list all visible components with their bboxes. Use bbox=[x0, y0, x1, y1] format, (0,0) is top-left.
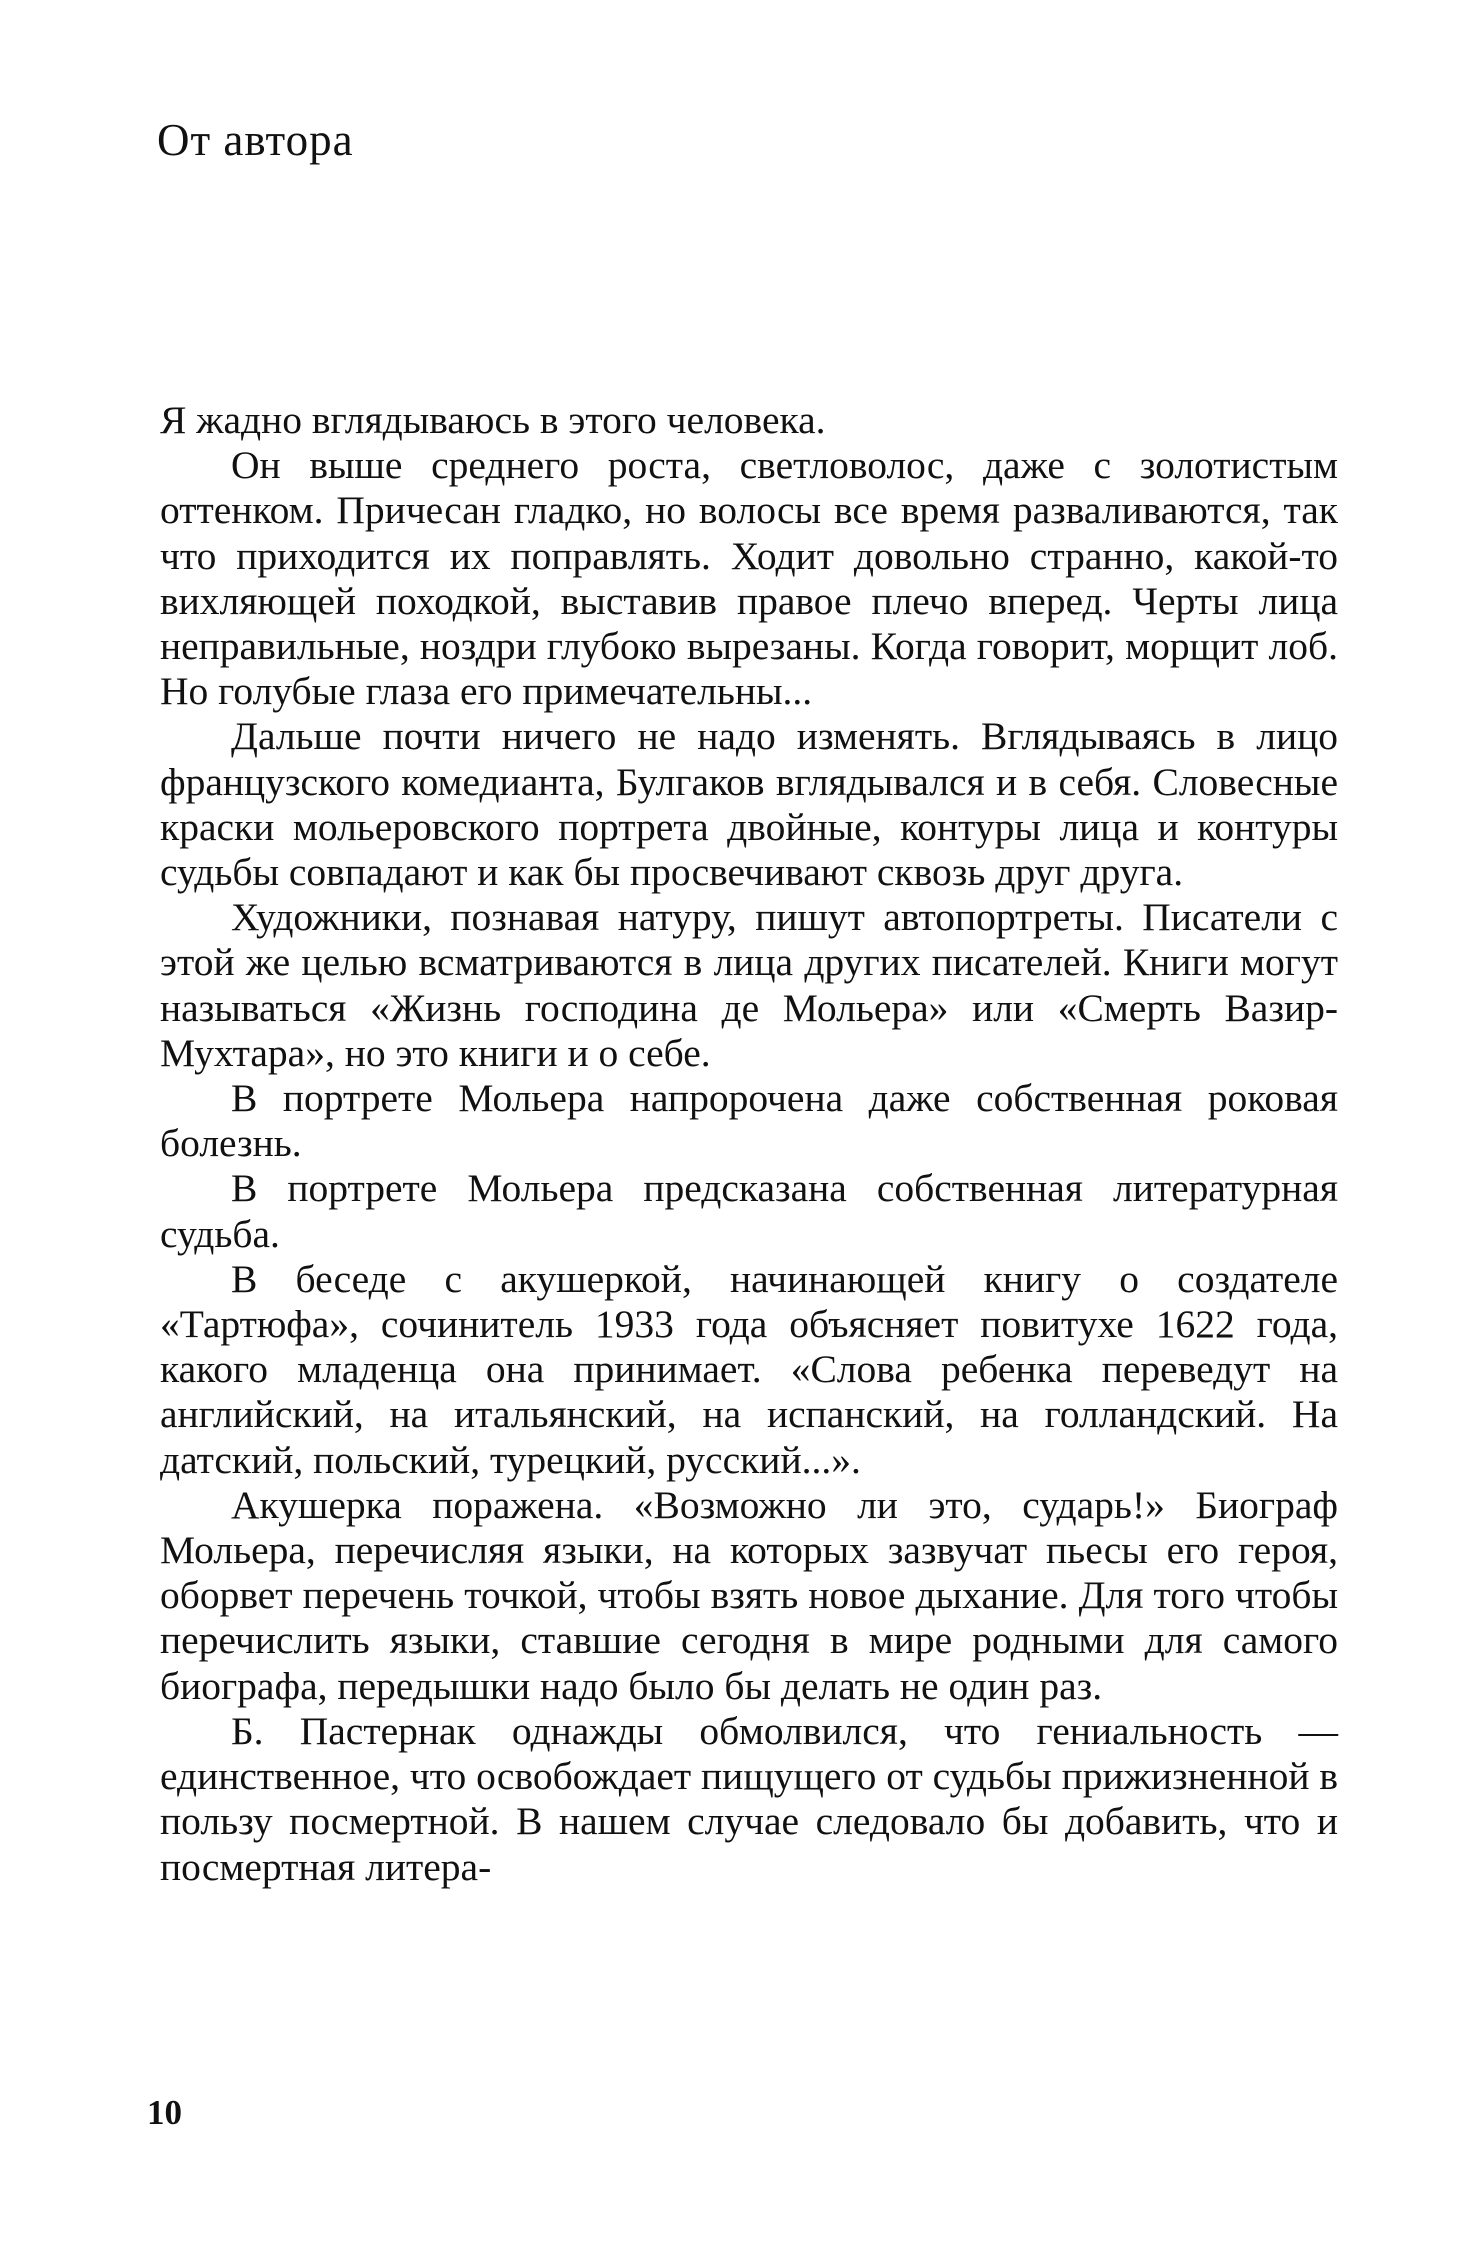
paragraph: В портрете Мольера предсказана собственная литературная судьба. bbox=[160, 1166, 1338, 1256]
paragraph: Б. Пастернак однажды обмолвился, что гениальность — единственное, что освобождает пищущего от судьбы прижизненной в пользу посмертной. В нашем случае следовало бы добавить, что и посмертная литера- bbox=[160, 1708, 1338, 1889]
page-heading: От автора bbox=[157, 115, 354, 166]
page-number: 10 bbox=[147, 2093, 182, 2132]
paragraph: Акушерка поражена. «Возможно ли это, сударь!» Биограф Мольера, перечисляя языки, на которых зазвучат пьесы его героя, оборвет перечень точкой, чтобы взять новое дыхание. Для того чтобы перечислить языки, ставшие сегодня в мире родными для самого биографа, передышки надо было бы делать не один раз. bbox=[160, 1482, 1338, 1708]
paragraph: Я жадно вглядываюсь в этого человека. bbox=[160, 398, 826, 442]
body-text bbox=[160, 398, 1338, 1890]
paragraph: В портрете Мольера напророчена даже собственная роковая болезнь. bbox=[160, 1076, 1338, 1166]
paragraph: Художники, познавая натуру, пишут автопортреты. Писатели с этой же целью всматриваются в лица других писателей. Книги могут называться «Жизнь господина де Мольера» или «Смерть Вазир-Мухтара», но это книги и о себе. bbox=[160, 895, 1338, 1075]
paragraph: Он выше среднего роста, светловолос, даже с золотистым оттенком. Причесан гладко, но волосы все время разваливаются, так что приходится их поправлять. Ходит довольно странно, какой-то вихляющей походкой, выставив правое плечо вперед. Черты лица неправильные, ноздри глубоко вырезаны. Когда говорит, морщит лоб. Но голубые глаза его примечательны... bbox=[160, 443, 1338, 714]
paragraph: В беседе с акушеркой, начинающей книгу о создателе «Тартюфа», сочинитель 1933 года объясняет повитухе 1622 года, какого младенца она принимает. «Слова ребенка переведут на английский, на итальянский, на испанский, на голландский. На датский, польский, турецкий, русский...». bbox=[160, 1256, 1338, 1482]
paragraph: Дальше почти ничего не надо изменять. Вглядываясь в лицо французского комедианта, Булгаков вглядывался и в себя. Словесные краски мольеровского портрета двойные, контуры лица и контуры судьбы совпадают и как бы просвечивают сквозь друг друга. bbox=[160, 714, 1338, 895]
